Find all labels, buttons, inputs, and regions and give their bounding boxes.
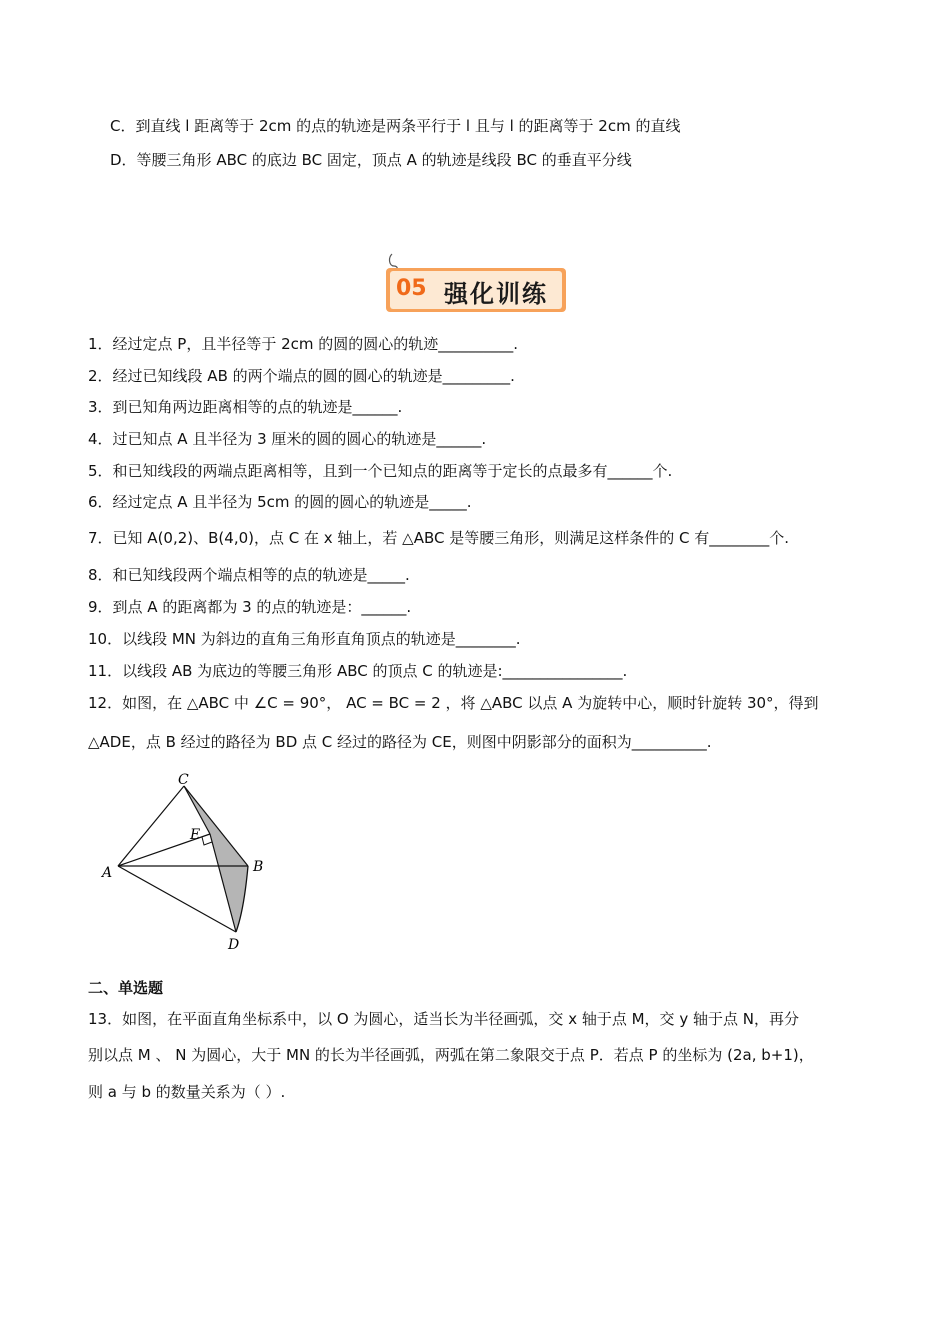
question-2: 2．经过已知线段 AB 的两个端点的圆的圆心的轨迹是_________. bbox=[88, 367, 515, 385]
label-c: C bbox=[178, 772, 189, 788]
question-4: 4．过已知点 A 且半径为 3 厘米的圆的圆心的轨迹是______. bbox=[88, 430, 487, 448]
triangle-figure bbox=[96, 772, 286, 958]
section-heading: 二、单选题 bbox=[88, 979, 164, 997]
label-a: A bbox=[102, 865, 113, 881]
question-13-line1: 13．如图，在平面直角坐标系中，以 O 为圆心，适当长为半径画弧，交 x 轴于点 M，交 y 轴于点 N，再分 bbox=[88, 1010, 799, 1028]
question-1: 1．经过定点 P，且半径等于 2cm 的圆的圆心的轨迹__________. bbox=[88, 335, 519, 353]
banner-number: 05 bbox=[396, 276, 427, 301]
option-d: D．等腰三角形 ABC 的底边 BC 固定，顶点 A 的轨迹是线段 BC 的垂直平分线 bbox=[110, 151, 632, 169]
section-banner bbox=[386, 252, 568, 316]
segment-ad bbox=[118, 866, 236, 932]
question-13-line3: 则 a 与 b 的数量关系为（ ）. bbox=[88, 1083, 286, 1101]
question-7: 7．已知 A(0,2)、B(4,0)，点 C 在 x 轴上，若 △ABC 是等腰三角形，则满足这样条件的 C 有________个. bbox=[88, 529, 790, 547]
question-3: 3．到已知角两边距离相等的点的轨迹是______. bbox=[88, 398, 403, 416]
question-5: 5．和已知线段的两端点距离相等，且到一个已知点的距离等于定长的点最多有______个. bbox=[88, 462, 673, 480]
label-d: D bbox=[228, 937, 240, 953]
option-c: C．到直线 l 距离等于 2cm 的点的轨迹是两条平行于 l 且与 l 的距离等于 2cm 的直线 bbox=[110, 117, 681, 135]
question-8: 8．和已知线段两个端点相等的点的轨迹是_____. bbox=[88, 566, 410, 584]
question-9: 9．到点 A 的距离都为 3 的点的轨迹是：______. bbox=[88, 598, 412, 616]
label-b: B bbox=[253, 859, 264, 875]
question-11: 11．以线段 AB 为底边的等腰三角形 ABC 的顶点 C 的轨迹是:________________. bbox=[88, 662, 628, 680]
label-e: E bbox=[190, 827, 201, 843]
banner-title: 强化训练 bbox=[444, 280, 548, 308]
question-10: 10．以线段 MN 为斜边的直角三角形直角顶点的轨迹是________. bbox=[88, 630, 521, 648]
question-13-line2: 别以点 M 、 N 为圆心，大于 MN 的长为半径画弧，两弧在第二象限交于点 P．若点 P 的坐标为 (2a, b+1)， bbox=[88, 1046, 814, 1064]
shaded-region bbox=[184, 786, 248, 932]
question-12-line1: 12．如图，在 △ABC 中 ∠C = 90°， AC = BC = 2 ，将 △ABC 以点 A 为旋转中心，顺时针旋转 30°，得到 bbox=[88, 694, 819, 712]
question-6: 6．经过定点 A 且半径为 5cm 的圆的圆心的轨迹是_____. bbox=[88, 493, 472, 511]
question-12-line2: △ADE，点 B 经过的路径为 BD 点 C 经过的路径为 CE，则图中阴影部分的面积为__________. bbox=[88, 733, 712, 751]
